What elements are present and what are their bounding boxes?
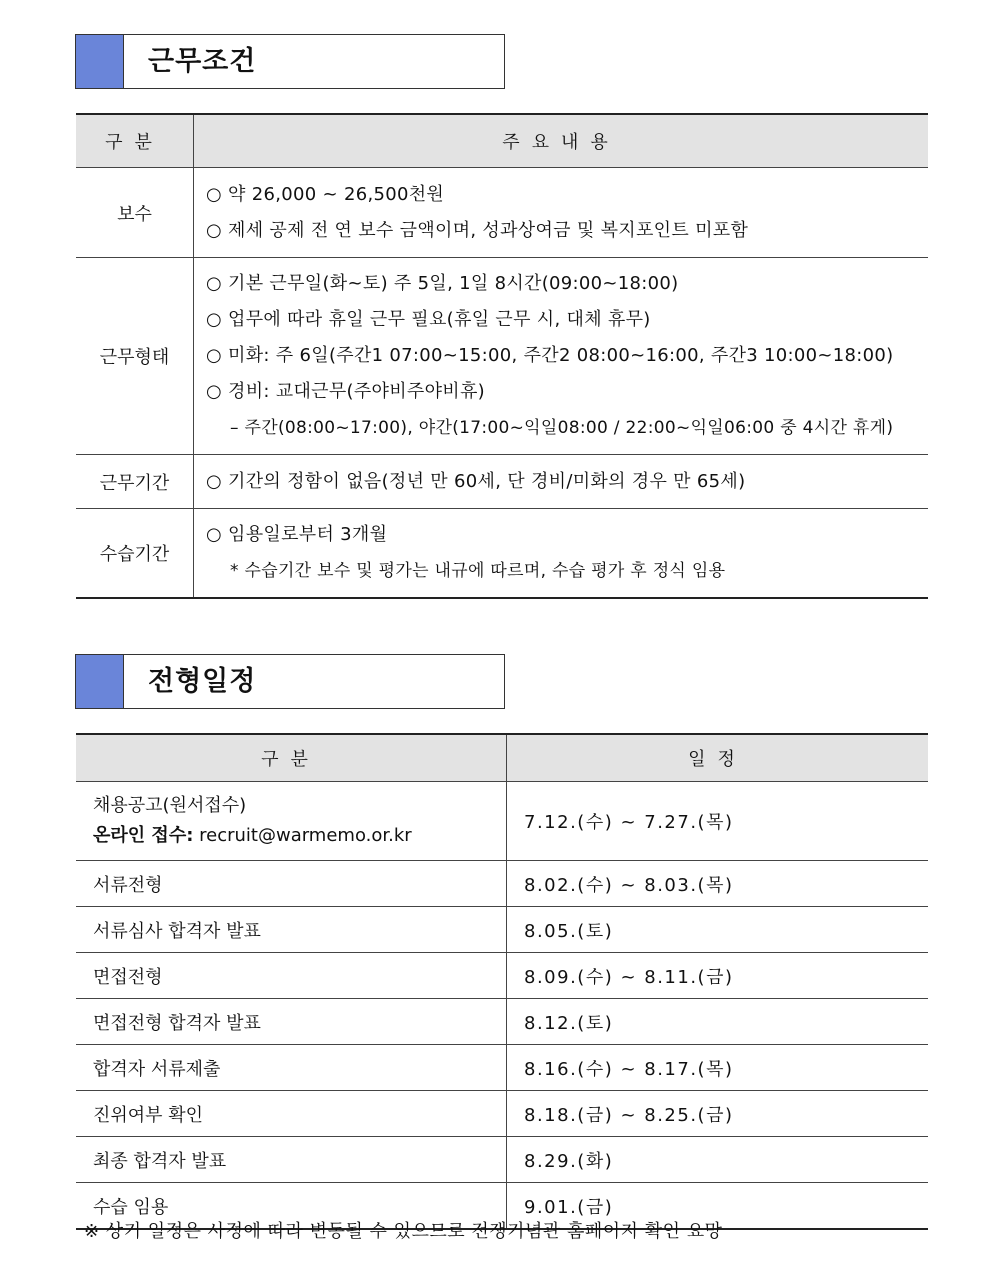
section-title: 전형일정 — [148, 666, 257, 697]
schedule-step-name: 진위여부 확인 — [76, 1091, 507, 1137]
schedule-step-name: 합격자 서류제출 — [76, 1045, 507, 1091]
schedule-date: 8.02.(수) ~ 8.03.(목) — [507, 861, 929, 907]
schedule-date: 8.18.(금) ~ 8.25.(금) — [507, 1091, 929, 1137]
row-label: 근무형태 — [76, 258, 194, 455]
schedule-step-name: 면접전형 — [76, 953, 507, 999]
column-header-category: 구분 — [76, 734, 507, 782]
section-accent-bar — [76, 655, 124, 708]
content-subline: – 주간(08:00~17:00), 야간(17:00~익일08:00 / 22:00~익일06:00 중 4시간 휴게) — [230, 418, 894, 438]
schedule-step-name — [76, 782, 507, 861]
content-line: ○ 임용일로부터 3개월 — [206, 524, 388, 545]
schedule-table — [76, 733, 928, 1230]
section-title: 근무조건 — [148, 46, 257, 77]
section-header-schedule — [75, 654, 505, 709]
table-row — [76, 258, 928, 455]
content-line: ○ 약 26,000 ~ 26,500천원 — [206, 183, 445, 205]
content-subline: * 수습기간 보수 및 평가는 내규에 따르며, 수습 평가 후 정식 임용 — [230, 561, 726, 581]
table-row — [76, 861, 928, 907]
table-row — [76, 1137, 928, 1183]
schedule-step-name: 최종 합격자 발표 — [76, 1137, 507, 1183]
schedule-step-name: 서류전형 — [76, 861, 507, 907]
step-name-line: 채용공고(원서접수) — [93, 795, 247, 816]
footnote: ※ 상기 일정은 사정에 따라 변동될 수 있으므로 전쟁기념관 홈페이지 확인 요망 — [84, 1221, 723, 1242]
column-header-content: 주요내용 — [194, 114, 929, 168]
table-row — [76, 509, 928, 599]
application-email: recruit@warmemo.or.kr — [193, 825, 412, 846]
table-header-row — [76, 114, 928, 168]
table-header-row — [76, 734, 928, 782]
section-header-work-conditions — [75, 34, 505, 89]
column-header-schedule: 일정 — [507, 734, 929, 782]
schedule-step-name: 수습 임용 — [76, 1183, 507, 1230]
schedule-date: 8.09.(수) ~ 8.11.(금) — [507, 953, 929, 999]
content-line: ○ 업무에 따라 휴일 근무 필요(휴일 근무 시, 대체 휴무) — [206, 309, 651, 330]
table-row — [76, 782, 928, 861]
schedule-date: 8.12.(토) — [507, 999, 929, 1045]
schedule-date: 8.29.(화) — [507, 1137, 929, 1183]
schedule-date: 8.16.(수) ~ 8.17.(목) — [507, 1045, 929, 1091]
table-row — [76, 1091, 928, 1137]
schedule-step-name: 면접전형 합격자 발표 — [76, 999, 507, 1045]
row-label: 보수 — [76, 168, 194, 258]
table-row — [76, 1045, 928, 1091]
schedule-date: 7.12.(수) ~ 7.27.(목) — [507, 782, 929, 861]
table-row — [76, 907, 928, 953]
section-accent-bar — [76, 35, 124, 88]
table-row — [76, 455, 928, 509]
work-conditions-table — [76, 113, 928, 599]
column-header-category: 구분 — [76, 114, 194, 168]
row-content — [194, 168, 929, 258]
schedule-date: 9.01.(금) — [507, 1183, 929, 1230]
schedule-date: 8.05.(토) — [507, 907, 929, 953]
content-line: ○ 기간의 정함이 없음(정년 만 60세, 단 경비/미화의 경우 만 65세) — [206, 470, 746, 492]
online-application-label: 온라인 접수: — [93, 825, 194, 846]
table-row — [76, 999, 928, 1045]
table-row — [76, 953, 928, 999]
row-content — [194, 258, 929, 455]
row-label: 근무기간 — [76, 455, 194, 509]
content-line: ○ 기본 근무일(화~토) 주 5일, 1일 8시간(09:00~18:00) — [206, 273, 679, 294]
content-line: ○ 경비: 교대근무(주야비주야비휴) — [206, 381, 486, 402]
row-label: 수습기간 — [76, 509, 194, 599]
content-line: ○ 미화: 주 6일(주간1 07:00~15:00, 주간2 08:00~16:00, 주간3 10:00~18:00) — [206, 345, 894, 366]
online-application-line — [93, 821, 505, 851]
content-line: ○ 제세 공제 전 연 보수 금액이며, 성과상여금 및 복지포인트 미포함 — [206, 219, 749, 241]
schedule-step-name: 서류심사 합격자 발표 — [76, 907, 507, 953]
row-content — [194, 509, 929, 599]
table-row — [76, 168, 928, 258]
row-content — [194, 455, 929, 509]
